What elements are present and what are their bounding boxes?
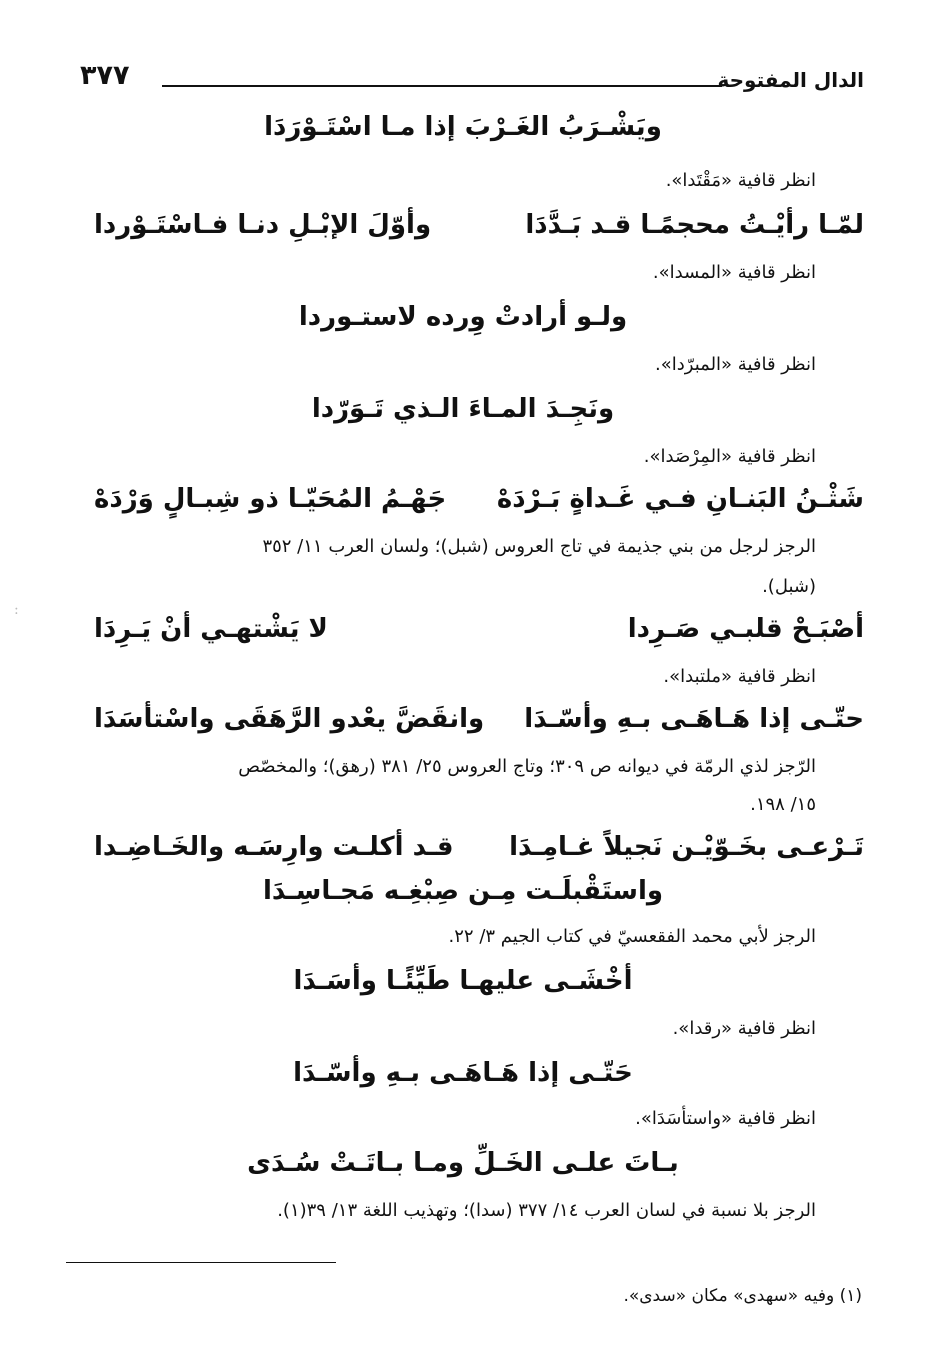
verse-line: بـاتَ علـى الخَـلِّ ومـا بـاتَـتْ سُـدَى: [247, 1148, 679, 1178]
verse-hemistich-left: قـد أكلـت وارِسَـه والخَـاضِـدا: [94, 832, 454, 862]
reference-note: انظر قافية «رقدا».: [672, 1018, 816, 1039]
source-note: الرجز لرجل من بني جذيمة في تاج العروس (شبل)؛ ولسان العرب ١١/ ٣٥٢: [262, 536, 816, 557]
source-note: الرجز لأبي محمد الفقعسيّ في كتاب الجيم ٣/ ٢٢.: [448, 926, 816, 947]
verse-line: أخْشَـى عليهـا طَيِّئًـا وأسَـدَا: [293, 966, 633, 996]
verse-hemistich-left: وأوّلَ الإبْـلِ دنـا فـاسْتَـوْردا: [94, 210, 432, 240]
running-header: [80, 60, 864, 104]
verse-hemistich-right: أصْبَـحْ قلبـي صَـرِدا: [627, 614, 864, 644]
verse-hemistich-right: شَثْـنُ البَنـانِ فـي غَـداةٍ بَـرْدَهْ: [496, 484, 864, 514]
footnote: (١) وفيه «سهدى» مكان «سدى».: [623, 1286, 862, 1306]
verse-hemistich-right: حتّـى إذا هَـاهَـى بـهِ وأسّـدَا: [524, 704, 864, 734]
page-number: ٣٧٧: [80, 60, 130, 91]
section-title: الدال المفتوحة: [717, 68, 864, 92]
reference-note: انظر قافية «مَقْتَدا».: [665, 170, 816, 191]
source-note-continuation: ١٥/ ١٩٨.: [750, 794, 816, 815]
reference-note: انظر قافية «ملتبدا».: [663, 666, 816, 687]
verse-line: ولـو أرادتْ وِرده لاستـوردا: [298, 302, 628, 332]
verse-line: ونَجِـدَ المـاءَ الـذي تَـوَرّدا: [311, 394, 615, 424]
verse-hemistich-left: لا يَشْتهـي أنْ يَـرِدَا: [94, 614, 328, 644]
reference-note: انظر قافية «المسدا».: [652, 262, 816, 283]
verse-hemistich-right: تَـرْعـى بخَـوّيْـن نَجيلاً غـامِـدَا: [509, 832, 864, 862]
source-note: الرجز بلا نسبة في لسان العرب ١٤/ ٣٧٧ (سدا)؛ وتهذيب اللغة ١٣/ ٣٩(١).: [277, 1200, 816, 1221]
reference-note: انظر قافية «المِرْصَدا».: [643, 446, 816, 467]
verse-line: واستَقْبلَـت مِـن صِبْغِـه مَجـاسِـدَا: [262, 876, 664, 906]
footnote-rule: [66, 1262, 336, 1263]
verse-hemistich-right: لمّـا رأيْـتُ محجمًـا قـد بَـدَّدَا: [525, 210, 864, 240]
reference-note: انظر قافية «واستأسَدَا».: [635, 1108, 816, 1129]
scan-mark: :: [14, 602, 19, 618]
verse-line: حَتّـى إذا هَـاهَـى بـهِ وأسّـدَا: [293, 1058, 633, 1088]
header-rule: [162, 85, 722, 87]
verse-hemistich-left: وانقَضَّ يعْدو الرَّهَقَى واسْتأسَدَا: [94, 704, 485, 734]
source-note: الرّجز لذي الرمّة في ديوانه ص ٣٠٩؛ وتاج العروس ٢٥/ ٣٨١ (رهق)؛ والمخصّص: [238, 756, 816, 777]
reference-note: انظر قافية «المبرّدا».: [655, 354, 816, 375]
source-note-continuation: (شبل).: [762, 576, 816, 597]
verse-hemistich-left: جَهْـمُ المُحَيّـا ذو شِبـالٍ وَرْدَهْ: [94, 484, 447, 514]
verse-line: ويَشْـرَبُ الغَـرْبَ إذا مـا اسْتَـوْرَدَا: [264, 112, 662, 142]
